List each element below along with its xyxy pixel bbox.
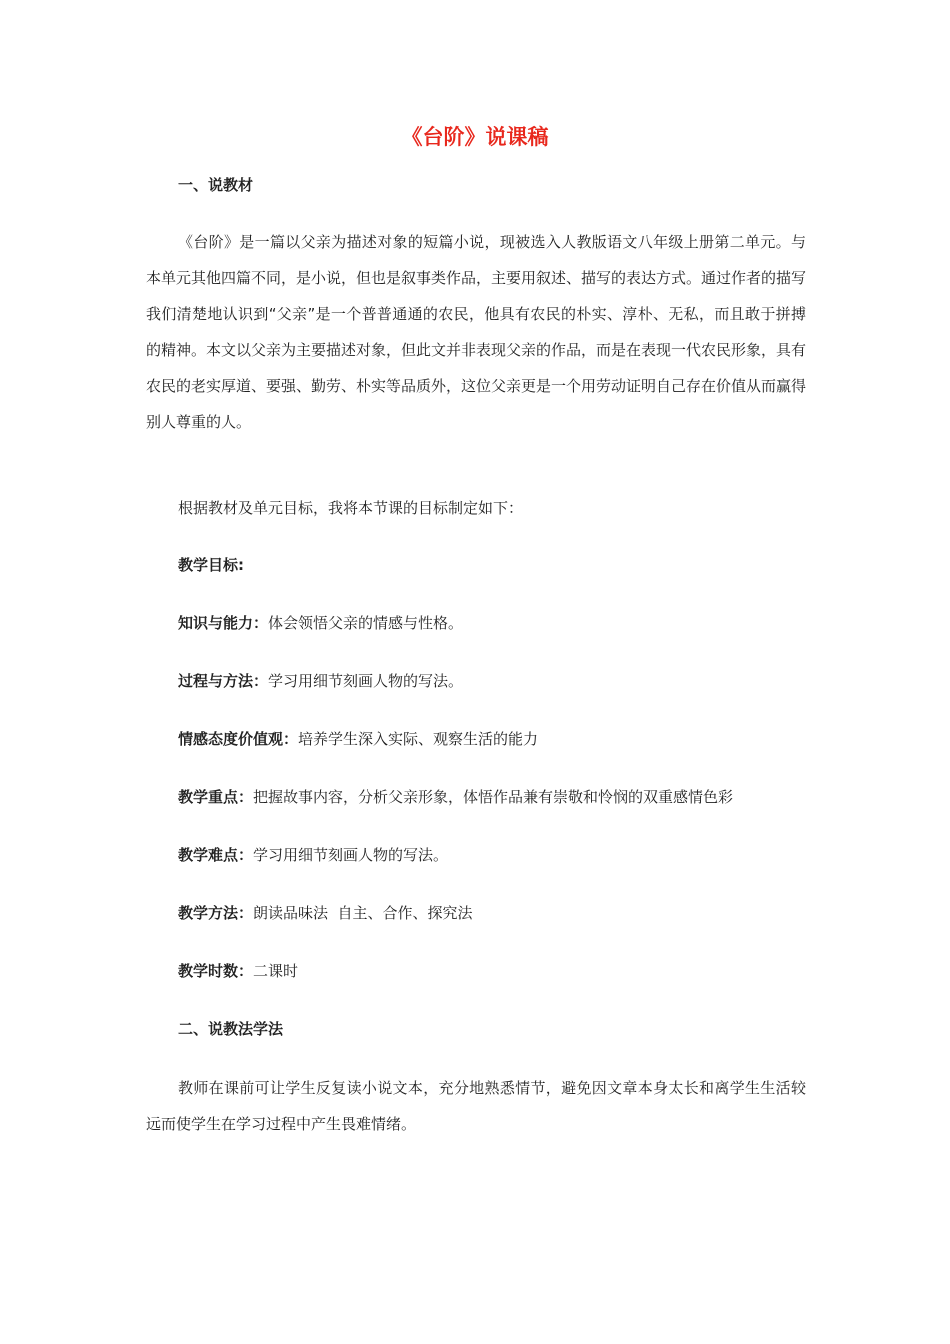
goal-text: 学习用细节刻画人物的写法。 xyxy=(268,672,464,690)
goal-label: 情感态度价值观： xyxy=(178,730,299,748)
goal-text: 培养学生深入实际、观察生活的能力 xyxy=(298,730,539,748)
paragraph-teaching-methods: 教师在课前可让学生反复读小说文本，充分地熟悉情节，避免因文章本身太长和离学生生活较远而使学生在学习过程中产生畏难情绪。 xyxy=(146,1079,806,1133)
goal-text: 朗读品味法 自主、合作、探究法 xyxy=(253,904,473,922)
section-heading-teaching-methods: 二、说教法学法 xyxy=(178,1020,284,1038)
teaching-difficulty xyxy=(178,844,448,866)
paragraph-goal-intro: 根据教材及单元目标，我将本节课的目标制定如下： xyxy=(178,499,524,517)
goal-text: 把握故事内容，分析父亲形象，体悟作品兼有崇敬和怜悯的双重感情色彩 xyxy=(253,788,734,806)
section-heading-teaching-material: 一、说教材 xyxy=(178,176,254,194)
document-title: 《台阶》说课稿 xyxy=(401,125,549,149)
paragraph-material-description: 《台阶》是一篇以父亲为描述对象的短篇小说，现被选入人教版语文八年级上册第二单元。与本单元其他四篇不同，是小说，但也是叙事类作品，主要用叙述、描写的表达方式。通过作者的描写我们清楚地认识到“父亲”是一个普普通通的农民，他具有农民的朴实、淳朴、无私，而且敢于拼搏的精神。本文以父亲为主要描述对象，但此文并非表现父亲的作品，而是在表现一代农民形象，具有农民的老实厚道、要强、勤劳、朴实等品质外，这位父亲更是一个用劳动证明自己存在价值从而赢得别人尊重的人。 xyxy=(146,233,807,431)
goal-label: 教学方法： xyxy=(178,904,254,922)
teaching-hours xyxy=(178,960,298,982)
goal-label: 教学重点： xyxy=(178,788,254,806)
goal-text: 二课时 xyxy=(253,962,299,980)
goal-process-method xyxy=(178,670,463,692)
goal-label: 教学难点： xyxy=(178,846,254,864)
goal-emotion-values xyxy=(178,728,538,750)
goal-text: 体会领悟父亲的情感与性格。 xyxy=(268,614,464,632)
goal-label: 知识与能力： xyxy=(178,614,269,632)
goal-knowledge-ability xyxy=(178,612,463,634)
goals-heading: 教学目标: xyxy=(178,556,244,574)
teaching-method xyxy=(178,902,473,924)
goal-text: 学习用细节刻画人物的写法。 xyxy=(253,846,449,864)
goal-label: 过程与方法： xyxy=(178,672,269,690)
teaching-key-point xyxy=(178,786,733,808)
goal-label: 教学时数： xyxy=(178,962,254,980)
